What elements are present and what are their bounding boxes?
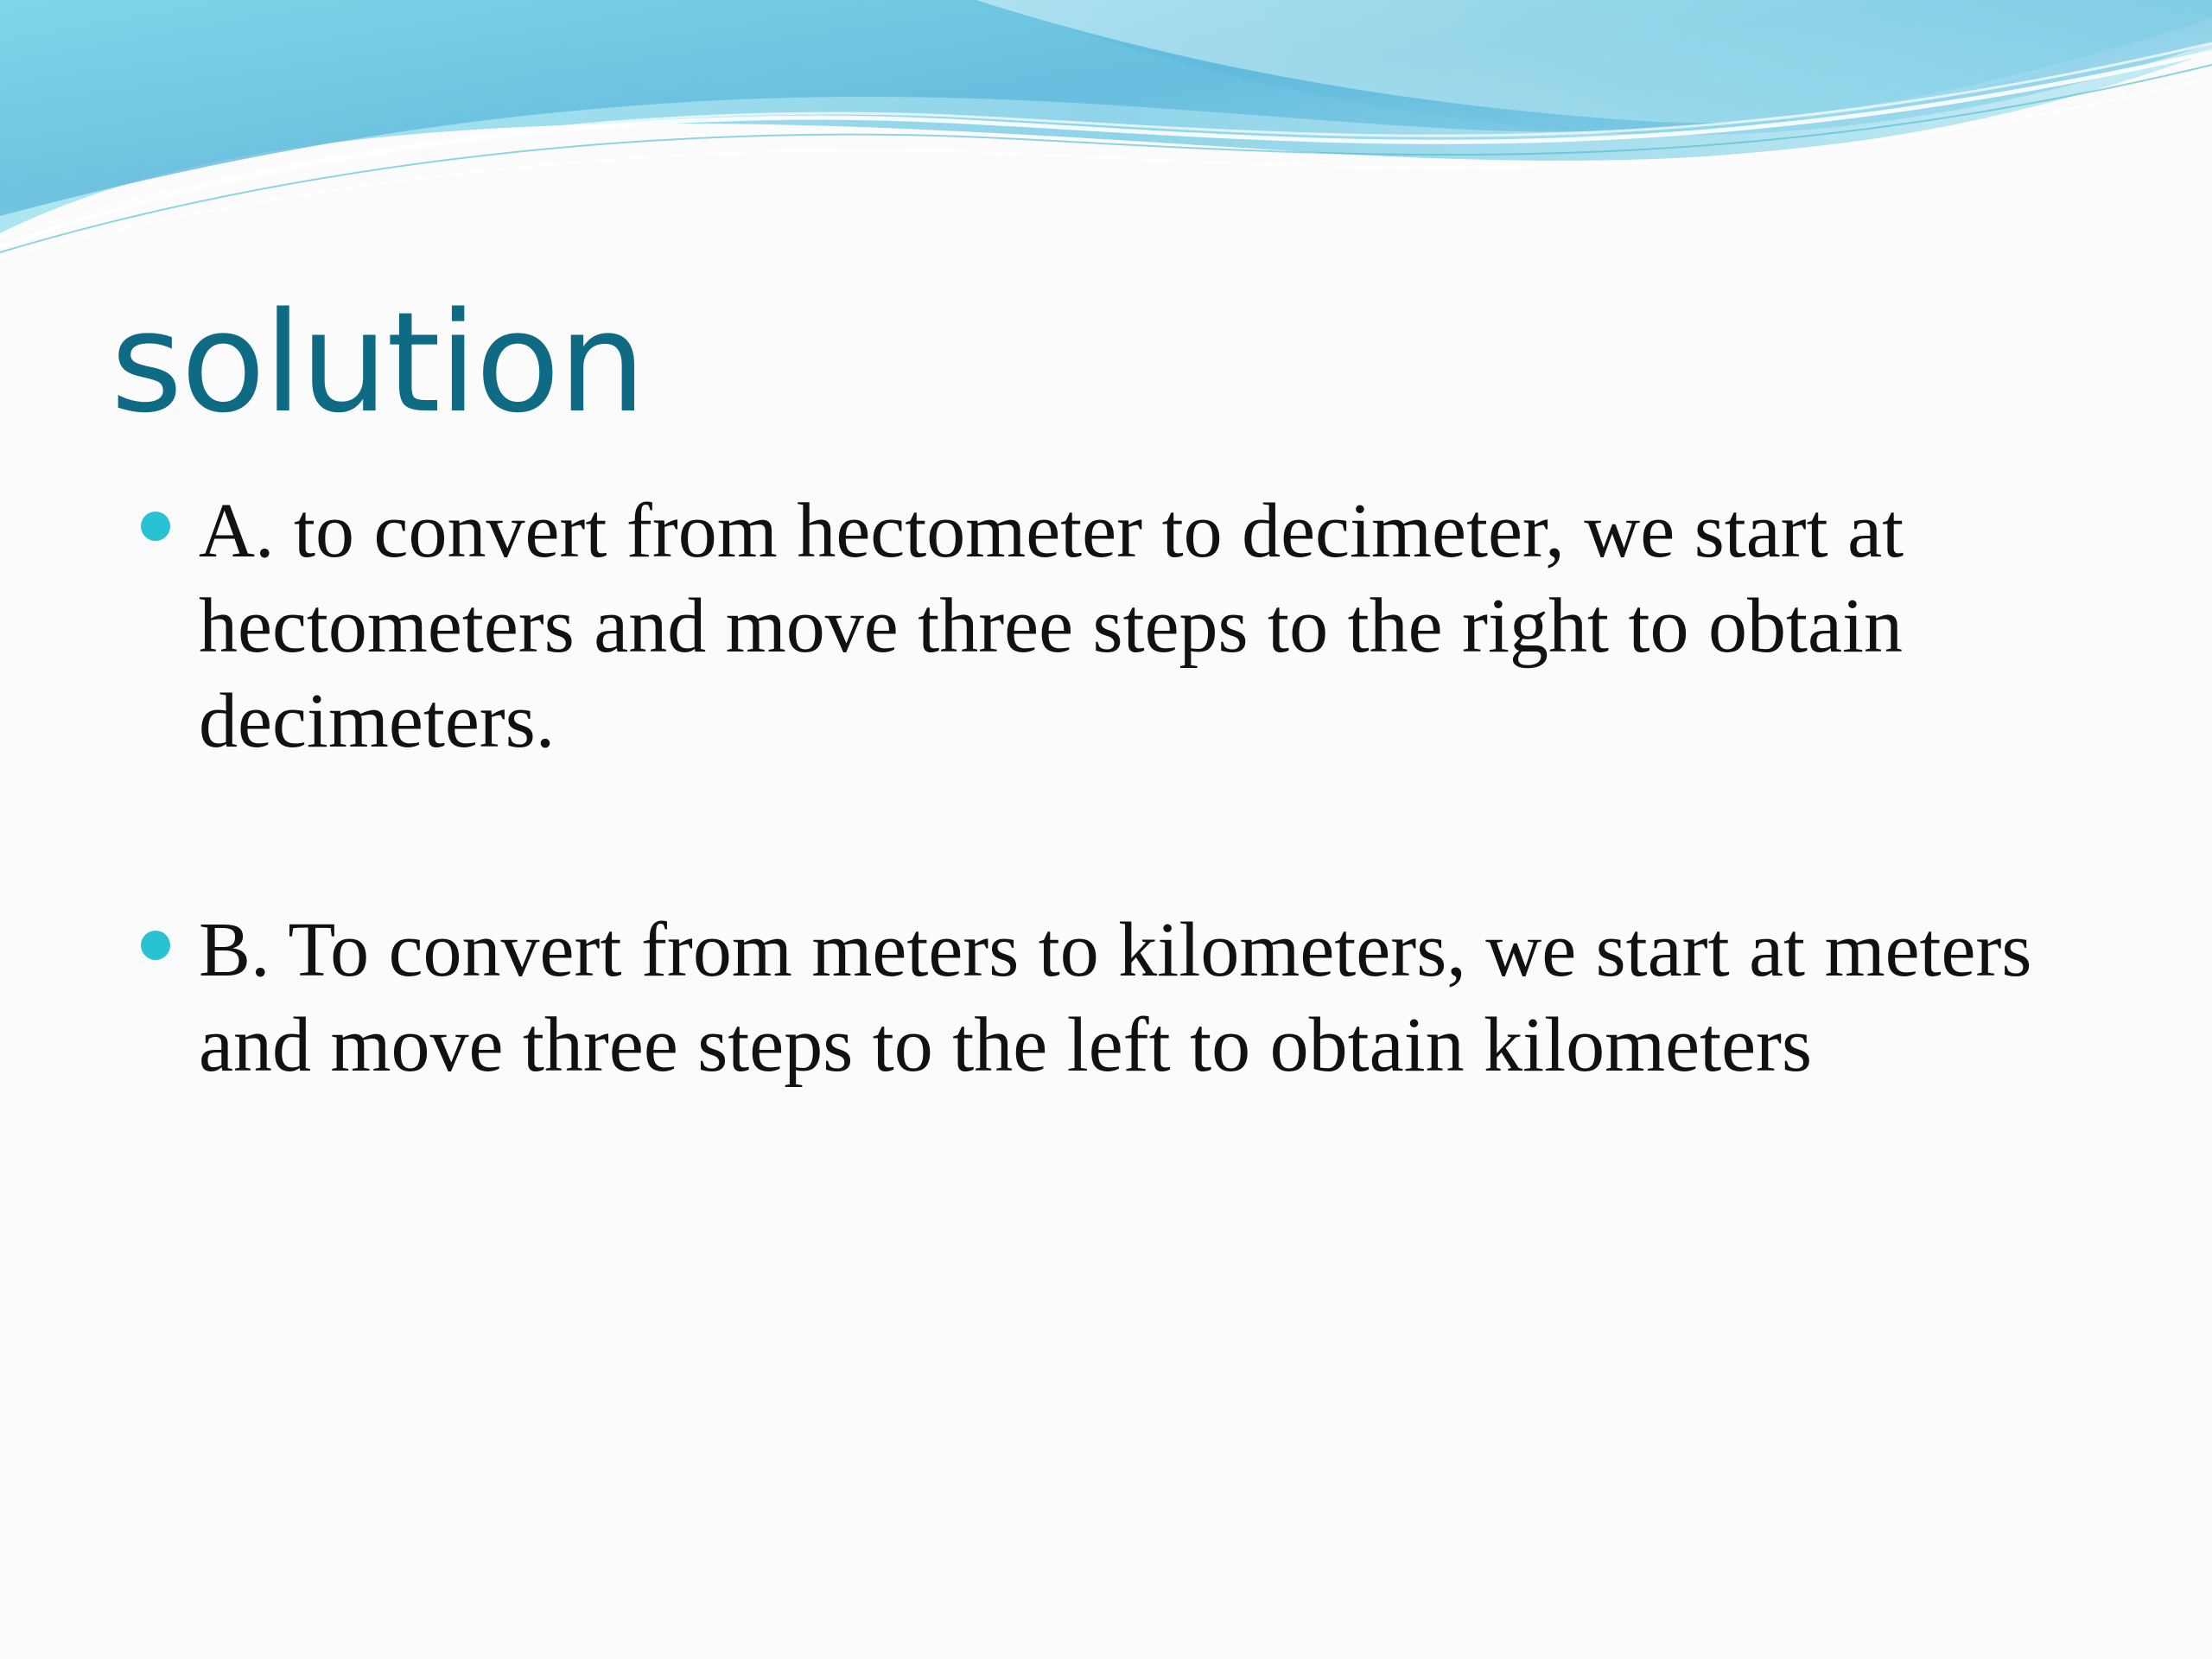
bullet-dot-icon — [141, 512, 170, 541]
bullet-text: B. To convert from meters to kilometers, we start at meters and move three steps to the left to obtain kilometers — [199, 907, 2032, 1088]
wave-header-decoration — [0, 0, 2212, 259]
bullet-item-a — [199, 484, 2082, 769]
bullet-text: A. to convert from hectometer to decimeter, we start at hectometers and move three steps to the right to obtain decimeters. — [199, 488, 1904, 764]
slide-title: solution — [111, 282, 645, 443]
bullet-dot-icon — [141, 931, 170, 960]
bullet-item-b — [199, 903, 2082, 1093]
bullet-list — [0, 484, 2212, 1093]
